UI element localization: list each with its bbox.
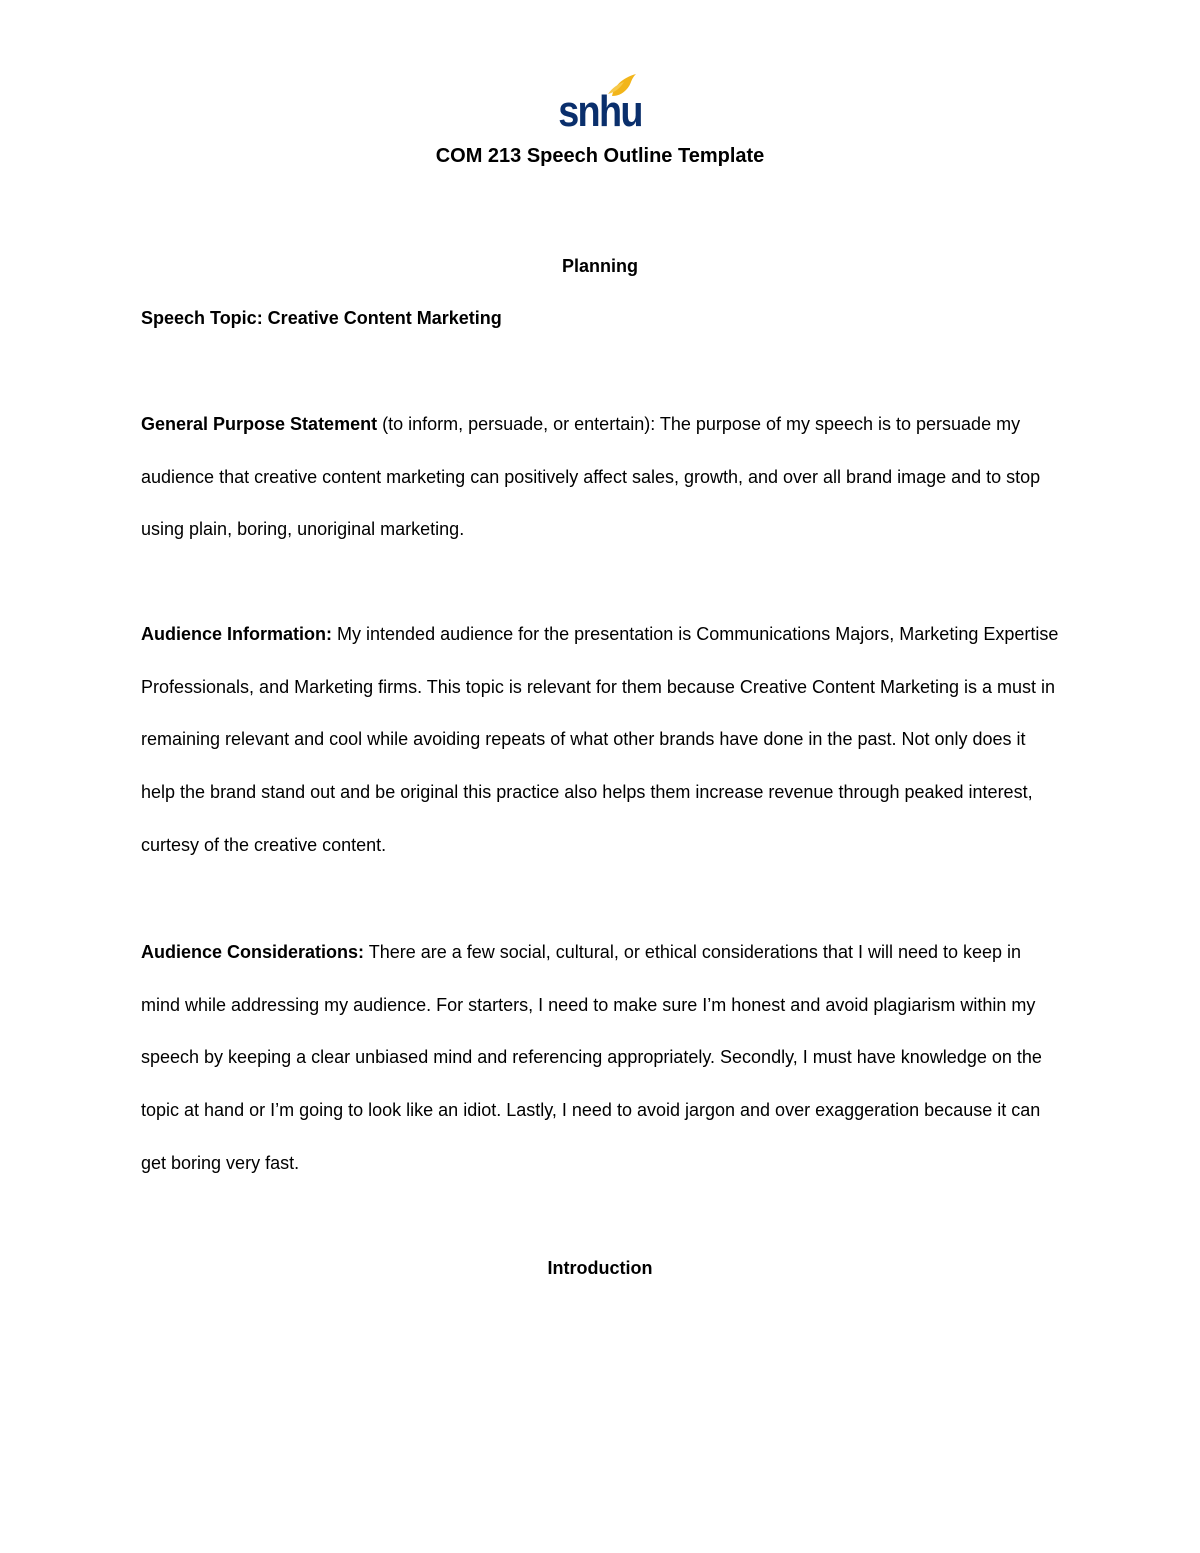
audience-considerations-text: There are a few social, cultural, or ethical considerations that I will need to keep in mind while addressing my audience. For starters, I need to make sure I’m honest and avoid plagiarism within my speech by keeping a clear unbiased mind and referencing appropriately. Secondly, I must have knowledge on the topic at hand or I’m going to look like an idiot. Lastly, I need to avoid jargon and over exaggeration because it can get boring very fast. xyxy=(141,942,1042,1173)
general-purpose-paragraph xyxy=(141,398,1061,556)
document-title: COM 213 Speech Outline Template xyxy=(435,145,765,167)
planning-heading: Planning xyxy=(562,256,638,276)
logo-wordmark: snhu xyxy=(558,87,642,136)
audience-information-paragraph xyxy=(141,608,1061,872)
general-purpose-text: The purpose of my speech is to persuade my audience that creative content marketing can positively affect sales, growth, and over all brand image and to stop using plain, boring, unoriginal marketing. xyxy=(141,414,1041,540)
general-purpose-label: General Purpose Statement xyxy=(141,414,378,434)
audience-information-text: My intended audience for the presentation is Communications Majors, Marketing Expertise Professionals, and Marketing firms. This topic is relevant for them because Creative Content Marketing is a must in remaining relevant and cool while avoiding repeats of what other brands have done in the past. Not only does it help the brand stand out and be original this practice also helps them increase revenue through peaked interest, curtesy of the creative content. xyxy=(141,624,1059,855)
speech-topic-line xyxy=(141,292,1061,345)
speech-topic-label: Speech Topic: Creative Content Marketing xyxy=(141,308,502,328)
audience-considerations-label: Audience Considerations: xyxy=(141,942,365,962)
audience-considerations-paragraph xyxy=(141,926,1061,1190)
general-purpose-hint: (to inform, persuade, or entertain): xyxy=(377,414,660,434)
snhu-logo xyxy=(550,70,650,134)
audience-information-label: Audience Information: xyxy=(141,624,333,644)
introduction-heading: Introduction xyxy=(547,1258,653,1278)
